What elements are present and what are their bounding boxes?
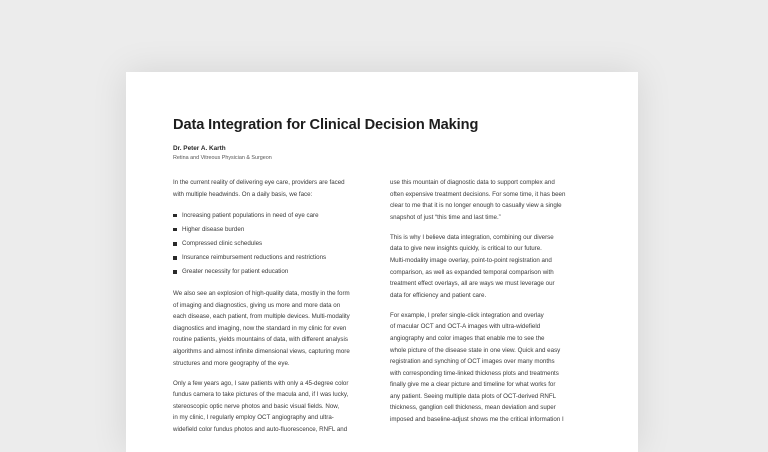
list-item: Compressed clinic schedules <box>173 237 369 251</box>
right-column <box>390 177 586 434</box>
article-title: Data Integration for Clinical Decision Making <box>173 117 479 133</box>
list-item: Insurance reimbursement reductions and restrictions <box>173 251 369 265</box>
list-item: Increasing patient populations in need of eye care <box>173 209 369 223</box>
list-item: Higher disease burden <box>173 223 369 237</box>
body-paragraph: This is why I believe data integration, combining our diverse data to give new insights quickly, is critical to our future. Multi-modality image overlay, point-to-point registration and comparison, as well as expanded temporal comparison with treatment effect overlays, all are ways we must leverage our data for efficiency and patient care. <box>390 233 555 299</box>
left-column <box>173 177 369 444</box>
body-paragraph: use this mountain of diagnostic data to support complex and often expensive treatment decisions. For some time, it has been clear to me that it is no longer enough to casually view a single snapshot of just “this time and last time.” <box>390 179 566 221</box>
body-paragraph: For example, I prefer single-click integration and overlay of macular OCT and OCT-A images with ultra-widefield angiography and color images that enable me to see the whole picture of the disease state in one view. Quick and easy registration and synching of OCT images over many months with corresponding time-linked thickness plots and treatments finally give me a clear picture and timeline for what works for any patient. Seeing multiple data plots of OCT-derived RNFL thickness, ganglion cell thickness, mean deviation and super imposed and baseline-adjust shows me the critical information I <box>390 311 564 424</box>
author-affiliation: Retina and Vitreous Physician & Surgeon <box>173 155 272 161</box>
list-item: Greater necessity for patient education <box>173 265 369 279</box>
body-paragraph: Only a few years ago, I saw patients with only a 45-degree color fundus camera to take pictures of the macula and, if I was lucky, stereoscopic optic nerve photos and basic visual fields. Now, in my clinic, I regularly employ OCT angiography and ultra- widefield color fundus photos and auto-fluorescence, RNFL and <box>173 379 349 433</box>
author-name: Dr. Peter A. Karth <box>173 145 226 152</box>
headwinds-list <box>173 209 369 280</box>
intro-paragraph: In the current reality of delivering eye care, providers are faced with multiple headwinds. On a daily basis, we face: <box>173 179 345 198</box>
document-page <box>126 72 638 452</box>
body-paragraph: We also see an explosion of high-quality data, mostly in the form of imaging and diagnostics, giving us more and more data on each disease, each patient, from multiple devices. Multi-modality diagnostics and imaging, now the standard in my clinic for even routine patients, yields mountains of data, with different analysis algorithms and almost infinite dimensional views, capturing more structures and more geography of the eye. <box>173 289 350 367</box>
